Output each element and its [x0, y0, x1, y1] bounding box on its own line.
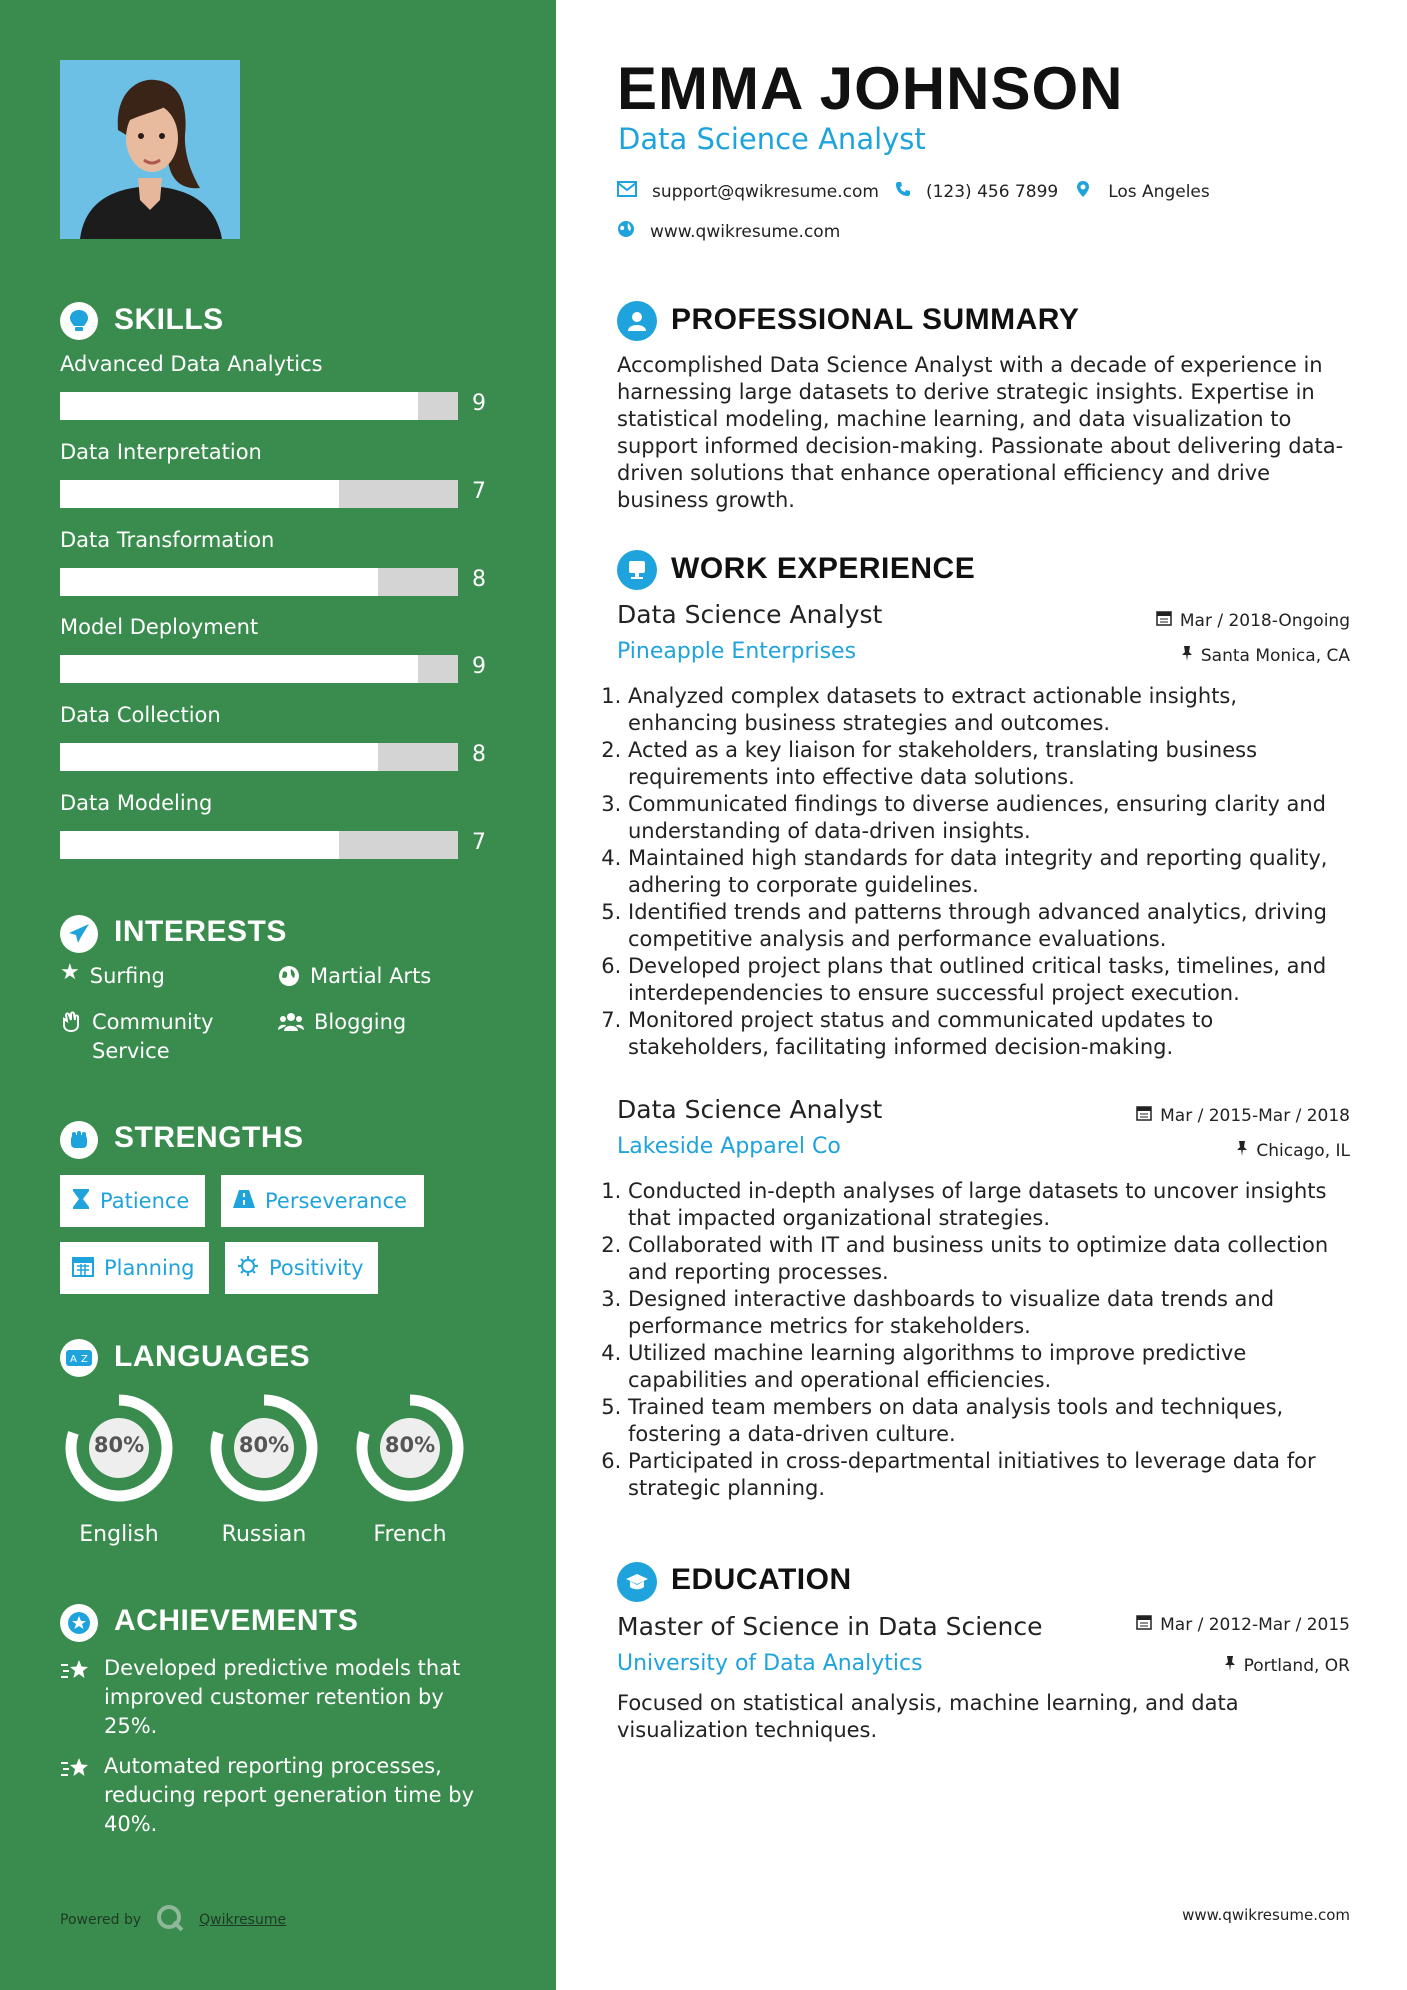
location-text: Santa Monica, CA — [1200, 645, 1350, 666]
duty-item: 4. Utilized machine learning algorithms to improve predictive capabilities and operational efficiencies. — [628, 1340, 1348, 1394]
users-icon — [278, 1008, 304, 1041]
skill-value: 7 — [472, 479, 486, 504]
qwikresume-link[interactable]: Qwikresume — [199, 1912, 287, 1928]
envelope-icon — [617, 181, 637, 202]
interest-label: Community Service — [92, 1010, 214, 1063]
svg-text:A: A — [70, 1354, 77, 1365]
powered-by-text: Powered by — [60, 1912, 142, 1928]
svg-text:Z: Z — [81, 1354, 88, 1365]
skill-bar-track — [60, 392, 458, 420]
skill-value: 9 — [472, 391, 486, 416]
powered-by — [60, 1903, 286, 1937]
skill-bar-fill — [60, 831, 339, 859]
fist-icon — [60, 1121, 98, 1159]
duty-item: 7. Monitored project status and communicated updates to stakeholders, facilitating informed decision-making. — [628, 1007, 1348, 1061]
user-icon — [617, 301, 657, 341]
dates-text: Mar / 2018-Ongoing — [1179, 610, 1350, 631]
hand-icon — [60, 1008, 82, 1066]
interest-item — [278, 962, 431, 995]
language-label: English — [79, 1522, 159, 1547]
location-text: Portland, OR — [1243, 1655, 1350, 1676]
duty-item: 6. Participated in cross-departmental initiatives to leverage data for strategic planning. — [628, 1448, 1348, 1502]
duty-item: 3. Communicated findings to diverse audiences, ensuring clarity and understanding of data-driven insights. — [628, 791, 1348, 845]
duties-list — [610, 683, 1348, 1061]
duties-list — [610, 1178, 1348, 1502]
briefcase-user-icon — [617, 550, 657, 590]
candidate-name: EMMA JOHNSON — [617, 55, 1124, 122]
job-title: Data Science Analyst — [617, 600, 883, 629]
globe-icon — [617, 220, 635, 243]
main-content — [556, 0, 1407, 1990]
contact-row — [617, 180, 1210, 203]
pin-icon — [1236, 1140, 1248, 1161]
skill-bar-track — [60, 743, 458, 771]
summary-title: PROFESSIONAL SUMMARY — [671, 303, 1080, 336]
achievement-text: Automated reporting processes, reducing report generation time by 40%. — [104, 1754, 475, 1836]
language-ring — [58, 1387, 180, 1509]
skill-bar-track — [60, 831, 458, 859]
calendar-icon — [72, 1255, 94, 1282]
footer-website[interactable]: www.qwikresume.com — [1182, 1906, 1350, 1924]
interest-label: Blogging — [314, 1010, 407, 1034]
strength-label: Planning — [104, 1256, 195, 1280]
location-text: Chicago, IL — [1256, 1140, 1350, 1161]
skill-bar-fill — [60, 480, 339, 508]
duty-item: 5. Identified trends and patterns through advanced analytics, driving competitive analysis and performance evaluations. — [628, 899, 1348, 953]
education-description: Focused on statistical analysis, machine learning, and data visualization techniques. — [617, 1691, 1239, 1742]
skills-title: SKILLS — [114, 303, 224, 336]
strength-chip — [221, 1175, 424, 1227]
strength-chip — [225, 1242, 378, 1294]
skill-bar-fill — [60, 655, 418, 683]
job-headline: Data Science Analyst — [618, 122, 926, 156]
language-percent: 80% — [238, 1433, 290, 1457]
skill-label: Data Transformation — [60, 528, 275, 552]
languages-title: LANGUAGES — [114, 1340, 311, 1373]
qwikresume-logo-icon — [155, 1903, 185, 1937]
skill-bar-track — [60, 480, 458, 508]
phone-icon — [895, 181, 911, 202]
language-percent: 80% — [93, 1433, 145, 1457]
achievements-title: ACHIEVEMENTS — [114, 1604, 359, 1637]
hourglass-icon — [72, 1188, 90, 1215]
skill-value: 8 — [472, 567, 486, 592]
pin-icon — [1224, 1655, 1236, 1676]
strengths-title: STRENGTHS — [114, 1121, 304, 1154]
calendar-icon — [1136, 1614, 1152, 1635]
graduation-icon — [617, 1562, 657, 1602]
achievement-text: Developed predictive models that improved customer retention by 25%. — [104, 1656, 461, 1738]
interest-label: Surfing — [89, 964, 165, 988]
strength-chip — [60, 1175, 205, 1227]
interests-title: INTERESTS — [114, 915, 287, 948]
experience-title: WORK EXPERIENCE — [671, 552, 976, 585]
strength-chip — [60, 1242, 209, 1294]
achievement-item — [60, 1752, 490, 1839]
skill-bar-fill — [60, 568, 378, 596]
duty-item: 2. Acted as a key liaison for stakeholders, translating business requirements into effective data solutions. — [628, 737, 1348, 791]
sun-icon — [237, 1255, 259, 1282]
dates-text: Mar / 2012-Mar / 2015 — [1160, 1614, 1350, 1635]
skill-label: Model Deployment — [60, 615, 259, 639]
website-row — [617, 220, 840, 243]
pin-icon — [1181, 645, 1193, 666]
duty-item: 5. Trained team members on data analysis tools and techniques, fostering a data-driven culture. — [628, 1394, 1348, 1448]
interest-label: Martial Arts — [310, 964, 432, 988]
skill-label: Advanced Data Analytics — [60, 352, 323, 376]
interest-item — [278, 1008, 406, 1041]
road-icon — [233, 1189, 255, 1214]
job-dates — [1156, 610, 1350, 631]
skill-label: Data Interpretation — [60, 440, 262, 464]
duty-item: 2. Collaborated with IT and business units to optimize data collection and reporting processes. — [628, 1232, 1348, 1286]
degree-title: Master of Science in Data Science — [617, 1612, 1043, 1641]
skill-value: 7 — [472, 830, 486, 855]
duty-item: 1. Analyzed complex datasets to extract actionable insights, enhancing business strategies and outcomes. — [628, 683, 1348, 737]
interest-item — [60, 962, 165, 991]
summary-text: Accomplished Data Science Analyst with a decade of experience in harnessing large datasets to derive strategic insights. Expertise in statistical modeling, machine learning, and data visualization to support informed decision-making. Passionate about delivering data-driven solutions that enhance operational efficiency and drive business growth. — [617, 353, 1344, 512]
skill-bar-fill — [60, 392, 418, 420]
dates-text: Mar / 2015-Mar / 2018 — [1160, 1105, 1350, 1126]
job-location — [1181, 645, 1350, 666]
language-ring — [203, 1387, 325, 1509]
email-link[interactable]: support@qwikresume.com — [652, 181, 879, 202]
globe-icon — [278, 962, 300, 995]
company-name: Pineapple Enterprises — [617, 639, 857, 664]
skill-value: 8 — [472, 742, 486, 767]
skill-bar-track — [60, 568, 458, 596]
job-dates — [1136, 1105, 1350, 1126]
calendar-icon — [1136, 1105, 1152, 1126]
shooting-star-icon — [60, 1654, 92, 1741]
profile-photo — [60, 60, 240, 239]
skill-bar-fill — [60, 743, 378, 771]
school-name: University of Data Analytics — [617, 1651, 923, 1676]
paper-plane-icon — [60, 915, 98, 953]
star-icon: ★ — [60, 960, 80, 985]
shooting-star-icon — [60, 1752, 92, 1839]
language-icon — [60, 1339, 98, 1377]
sidebar — [0, 0, 556, 1990]
skill-bar-track — [60, 655, 458, 683]
map-pin-icon — [1076, 180, 1090, 203]
strength-label: Positivity — [269, 1256, 364, 1280]
duty-item: 3. Designed interactive dashboards to visualize data trends and performance metrics for stakeholders. — [628, 1286, 1348, 1340]
company-name: Lakeside Apparel Co — [617, 1134, 841, 1159]
education-dates — [1136, 1614, 1350, 1635]
lightbulb-icon — [60, 302, 98, 340]
strength-label: Patience — [100, 1189, 190, 1213]
education-title: EDUCATION — [671, 1563, 852, 1596]
strength-label: Perseverance — [265, 1189, 407, 1213]
education-location — [1224, 1655, 1350, 1676]
language-label: Russian — [221, 1522, 307, 1547]
language-percent: 80% — [384, 1433, 436, 1457]
skill-label: Data Collection — [60, 703, 221, 727]
language-label: French — [373, 1522, 447, 1547]
duty-item: 6. Developed project plans that outlined critical tasks, timelines, and interdependencies to ensure successful project execution. — [628, 953, 1348, 1007]
duty-item: 4. Maintained high standards for data integrity and reporting quality, adhering to corporate guidelines. — [628, 845, 1348, 899]
interest-item — [60, 1008, 240, 1066]
language-ring — [349, 1387, 471, 1509]
skill-value: 9 — [472, 654, 486, 679]
achievement-item — [60, 1654, 490, 1741]
job-location — [1236, 1140, 1350, 1161]
phone-text: (123) 456 7899 — [925, 181, 1059, 202]
location-text: Los Angeles — [1108, 181, 1210, 202]
duty-item: 1. Conducted in-depth analyses of large datasets to uncover insights that impacted organizational strategies. — [628, 1178, 1348, 1232]
star-badge-icon — [60, 1604, 98, 1642]
job-title: Data Science Analyst — [617, 1095, 883, 1124]
calendar-icon — [1156, 610, 1172, 631]
skill-label: Data Modeling — [60, 791, 213, 815]
website-link[interactable]: www.qwikresume.com — [650, 221, 841, 242]
